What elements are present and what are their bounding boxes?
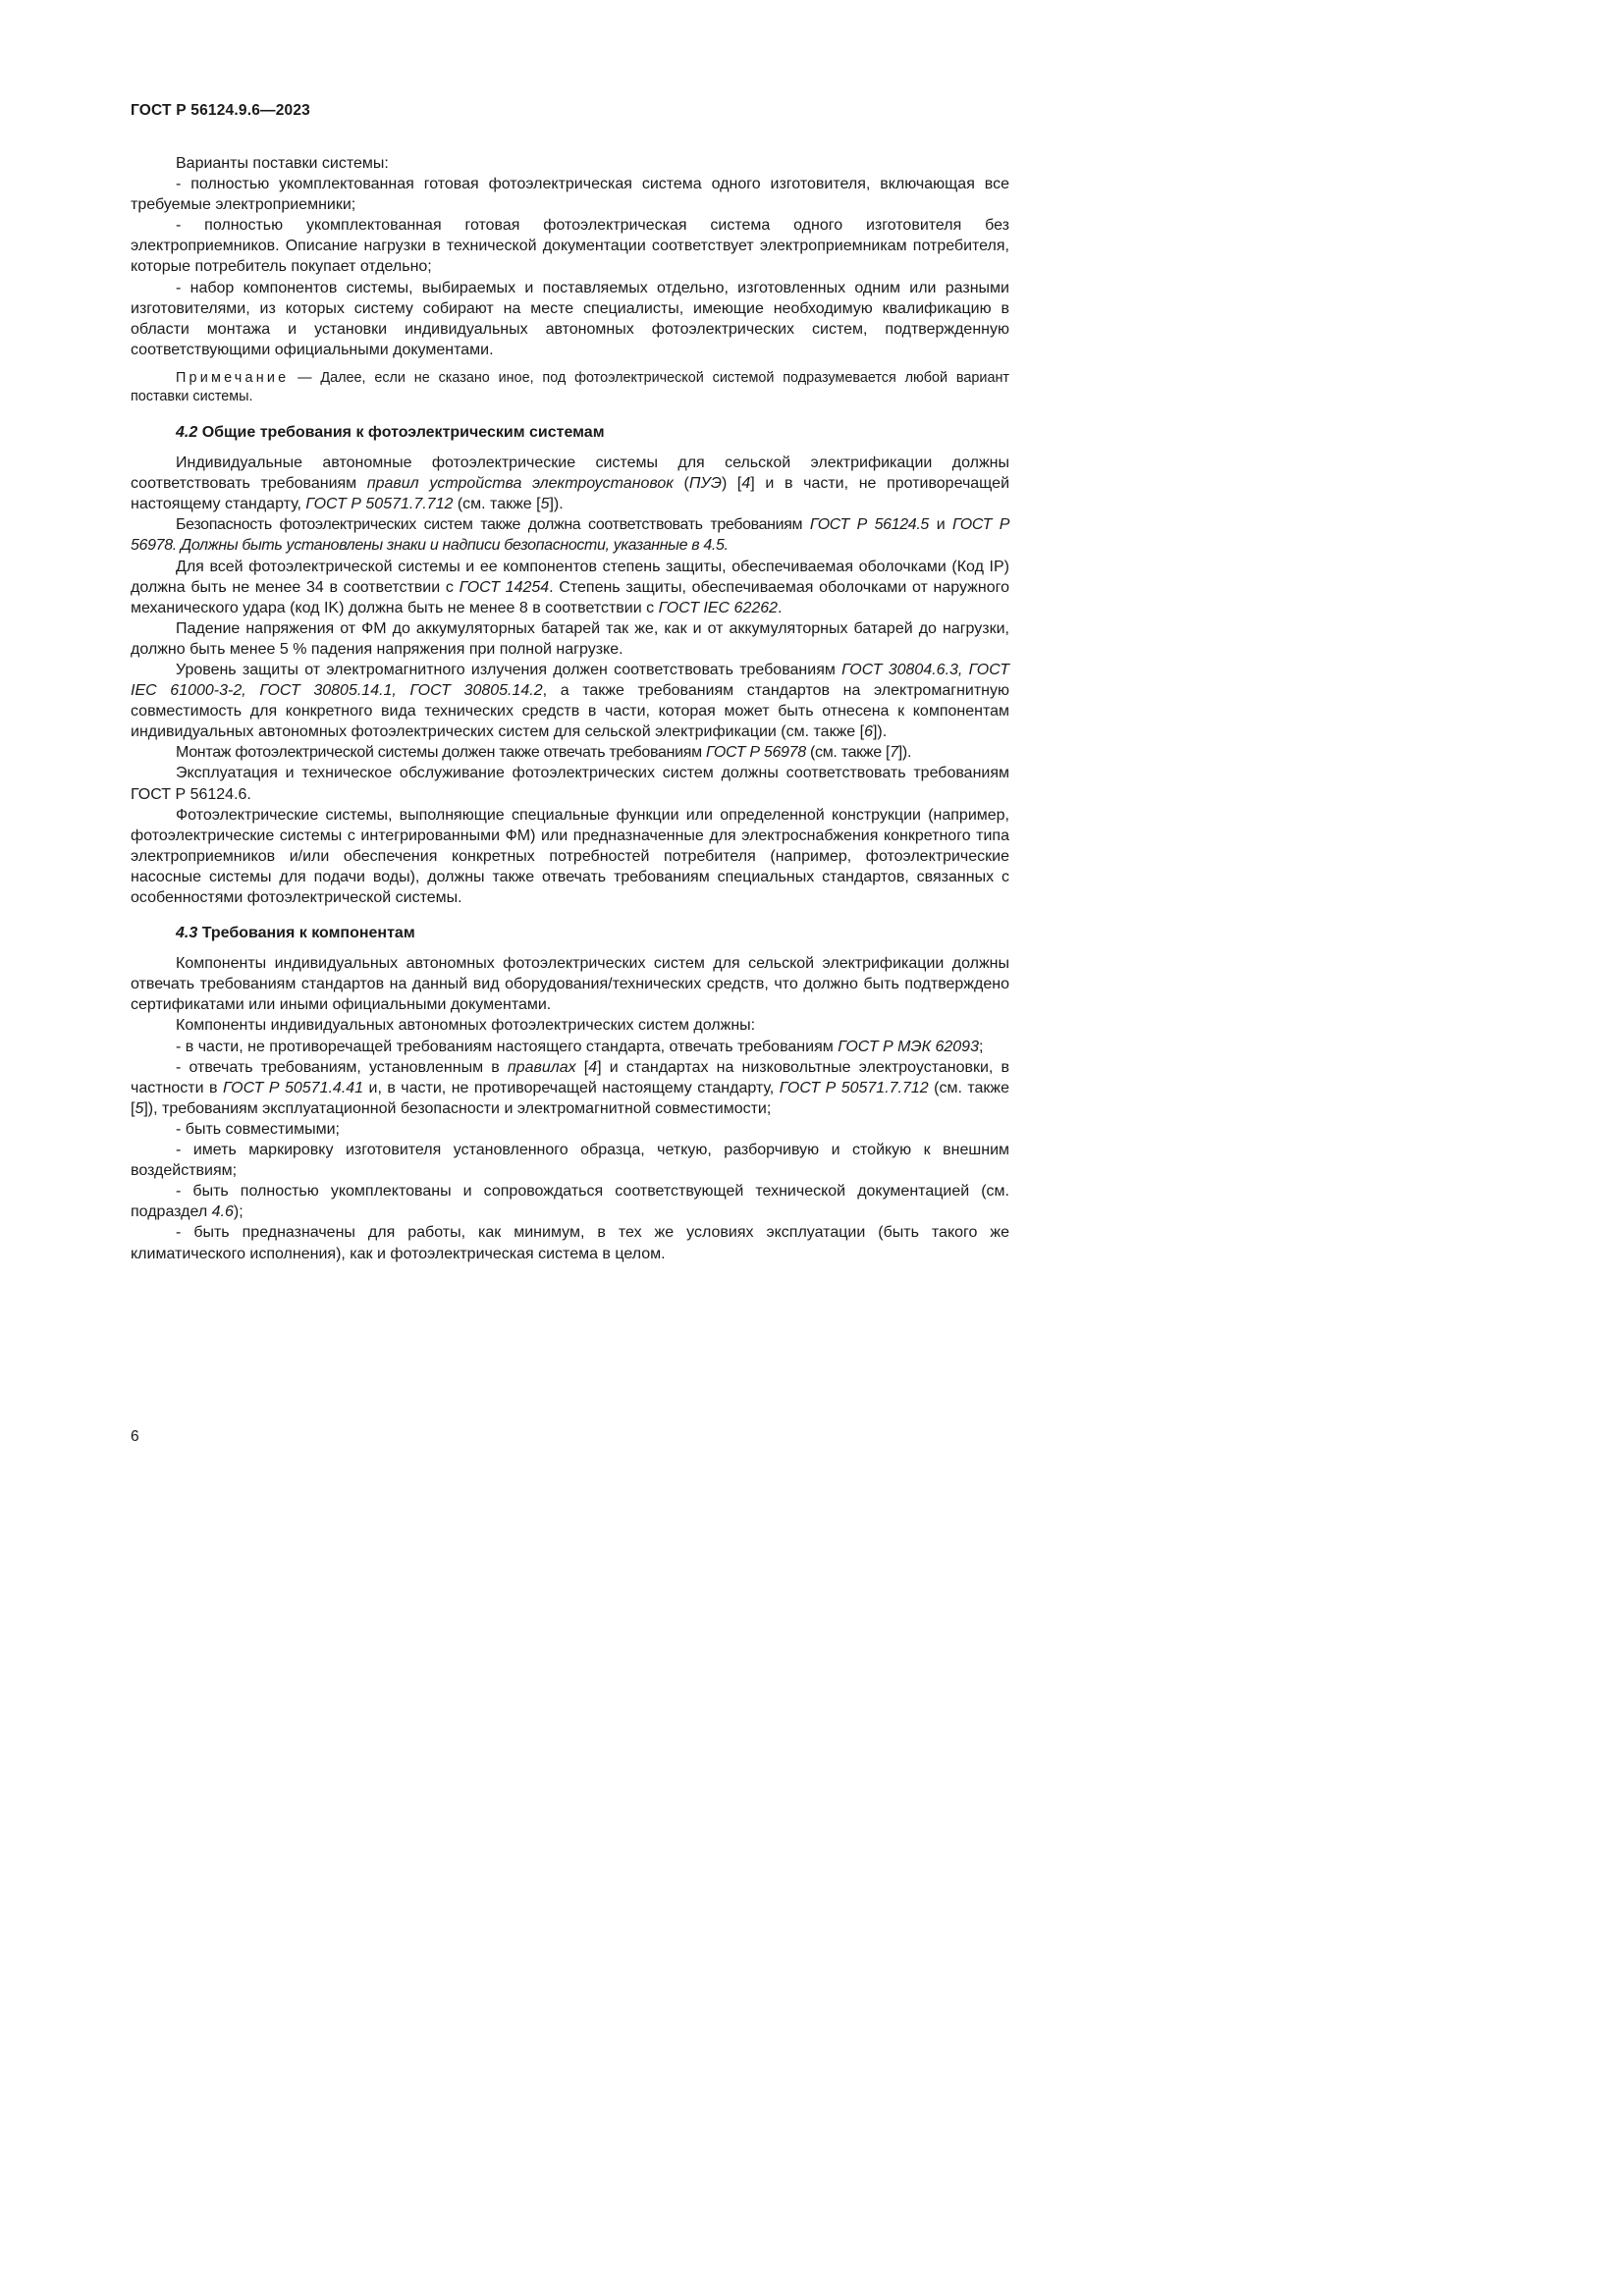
doc-reference: ГОСТ Р 50571.7.712 — [305, 496, 454, 513]
document-page — [0, 0, 1081, 1529]
doc-reference: 4.6 — [211, 1203, 234, 1221]
doc-reference: ГОСТ Р 50571.4.41 — [222, 1079, 364, 1096]
text-run: ) [ — [721, 475, 742, 493]
note — [131, 369, 1009, 407]
text-run: Безопасность фотоэлектрических систем также должна соответствовать требованиям — [176, 516, 810, 534]
section-4-2-heading — [131, 422, 1009, 443]
bibliography-ref: 7 — [890, 744, 898, 762]
text-run: ] и стандартах на низковольтные электроустановки, в частности в — [131, 1058, 1009, 1096]
text-run: Монтаж фотоэлектрической системы должен также отвечать требованиям — [176, 744, 706, 762]
text-run: (см. также [ — [805, 744, 891, 762]
text-run: - быть полностью укомплектованы и сопровождаться соответствующей технической документацией (см. подраздел — [131, 1183, 1009, 1221]
note-label: Примечание — [176, 369, 290, 386]
paragraph — [131, 514, 1009, 556]
document-header: ГОСТ Р 56124.9.6—2023 — [131, 102, 311, 119]
list-item: - быть совместимыми; — [176, 1120, 340, 1138]
text-run: Уровень защиты от электромагнитного излучения должен соответствовать требованиям — [176, 661, 842, 678]
list-item — [131, 1057, 1009, 1119]
text-run: и — [929, 516, 952, 534]
text-run: (см. также [ — [453, 496, 541, 513]
text-run: ]). — [897, 744, 912, 762]
bibliography-ref: 4 — [741, 475, 751, 493]
doc-reference: ГОСТ Р МЭК 62093 — [838, 1038, 979, 1055]
section-number: 4.3 — [176, 925, 198, 942]
paragraph: Эксплуатация и техническое обслуживание фотоэлектрических систем должны соответствовать требованиям ГОСТ Р 56124.6. — [131, 765, 1009, 803]
paragraph — [131, 557, 1009, 618]
variant-item: - полностью укомплектованная готовая фотоэлектрическая система одного изготовителя, включающая все требуемые электроприемники; — [131, 176, 1009, 214]
note-text: — Далее, если не сказано иное, под фотоэлектрической системой подразумевается любой вариант поставки системы. — [131, 369, 1009, 405]
bibliography-ref: 5 — [135, 1099, 144, 1117]
doc-reference: правилах — [507, 1058, 576, 1076]
list-item: - быть предназначены для работы, как минимум, в тех же условиях эксплуатации (быть такого же климатического исполнения), как и фотоэлектрическая система в целом. — [131, 1224, 1009, 1262]
document-body — [131, 153, 1009, 1264]
section-4-3-heading — [131, 923, 1009, 943]
section-title: Общие требования к фотоэлектрическим системам — [197, 423, 605, 441]
list-item — [131, 1181, 1009, 1222]
doc-reference: ГОСТ Р 56978 — [705, 744, 806, 762]
text-run: Для всей фотоэлектрической системы и ее компонентов степень защиты, обеспечиваемая оболочками (Код IP) должна быть не менее 34 в соответствии с — [131, 558, 1009, 596]
doc-reference: ГОСТ 30804.6.3, ГОСТ IEC 61000-3-2, ГОСТ 30805.14.1, ГОСТ 30805.14.2 — [131, 661, 1010, 700]
text-run: ; — [978, 1038, 984, 1055]
variant-item: - набор компонентов системы, выбираемых и поставляемых отдельно, изготовленных одним или разными изготовителями, из которых систему собирают на месте специалисты, имеющие необходимую квалификацию в области монтажа и установки индивидуальных автономных фотоэлектрических систем, подтвержденную соответствующими официальными документами. — [131, 279, 1009, 358]
text-run: ( — [673, 475, 689, 493]
text-run: Индивидуальные автономные фотоэлектрические системы для сельской электрификации должны соответствовать требованиям — [131, 454, 1009, 493]
doc-reference: правил устройства электроустановок — [366, 475, 674, 493]
doc-reference: ГОСТ Р 56124.5 — [809, 516, 929, 534]
section-number: 4.2 — [176, 423, 198, 441]
text-run: (см. также [ — [131, 1079, 1010, 1117]
text-run: . Степень защиты, обеспечиваемая оболочками от наружного механического удара (код IK) должна быть не менее 8 в соответствии с — [131, 578, 1009, 616]
variant-item: - полностью укомплектованная готовая фотоэлектрическая система одного изготовителя без электроприемников. Описание нагрузки в технической документации соответствует электроприемникам потребителя, которые потребитель покупает отдельно; — [131, 217, 1009, 276]
bibliography-ref: 5 — [540, 496, 550, 513]
text-run: - в части, не противоречащей требованиям настоящего стандарта, отвечать требованиям — [176, 1038, 839, 1055]
list-item: - иметь маркировку изготовителя установленного образца, четкую, разборчивую и стойкую к внешним воздействиям; — [131, 1142, 1009, 1180]
text-run: , а также требованиям стандартов на электромагнитную совместимость для конкретного вида технических средств в части, которая может быть отнесена к компонентам индивидуальных автономных фотоэлектрических систем для сельской электрификации (см. также [ — [131, 682, 1010, 741]
text-run: и, в части, не противоречащей настоящему стандарту, — [363, 1079, 780, 1096]
paragraph — [131, 660, 1009, 742]
doc-reference: ГОСТ 14254 — [459, 578, 550, 596]
bibliography-ref: 4 — [588, 1058, 598, 1076]
doc-reference: ГОСТ Р 50571.7.712 — [779, 1079, 929, 1096]
text-run: ]). — [872, 723, 888, 741]
paragraph: Компоненты индивидуальных автономных фотоэлектрических систем для сельской электрификации должны отвечать требованиям стандартов на данный вид оборудования/технических средств, что должно быть подтверждено сертификатами или иными официальными документами. — [131, 955, 1009, 1014]
doc-reference: ПУЭ — [688, 475, 722, 493]
text-run: ]), требованиям эксплуатационной безопасности и электромагнитной совместимости; — [143, 1099, 772, 1117]
paragraph — [131, 453, 1009, 514]
paragraph — [131, 742, 1009, 763]
bibliography-ref: 6 — [864, 723, 873, 741]
paragraph: Компоненты индивидуальных автономных фотоэлектрических систем должны: — [176, 1017, 756, 1035]
doc-reference: ГОСТ IEC 62262 — [658, 599, 779, 616]
text-run: [ — [575, 1058, 589, 1076]
text-run: ] и в части, не противоречащей настоящему стандарту, — [131, 475, 1009, 513]
paragraph: Падение напряжения от ФМ до аккумуляторных батарей так же, как и от аккумуляторных батарей до нагрузки, должно быть менее 5 % падения напряжения при полной нагрузке. — [131, 619, 1009, 658]
variants-title: Варианты поставки системы: — [176, 155, 389, 172]
list-item — [131, 1037, 1009, 1057]
doc-reference: ГОСТ Р 56978. Должны быть установлены знаки и надписи безопасности, указанные в 4.5. — [131, 516, 1010, 555]
text-run: . — [778, 599, 783, 616]
page-number: 6 — [131, 1428, 139, 1445]
paragraph: Фотоэлектрические системы, выполняющие специальные функции или определенной конструкции (например, фотоэлектрические системы с интегрированными ФМ) или предназначенные для электроснабжения конкретного типа электроприемников и/или обеспечения конкретных потребностей потребителя (например, фотоэлектрические насосные системы для подачи воды), должны также отвечать требованиям специальных стандартов, связанных с особенностями фотоэлектрической системы. — [131, 806, 1009, 906]
text-run: ]). — [549, 496, 564, 513]
text-run: ); — [233, 1203, 244, 1221]
text-run: - отвечать требованиям, установленным в — [176, 1058, 508, 1076]
section-title: Требования к компонентам — [197, 925, 415, 942]
